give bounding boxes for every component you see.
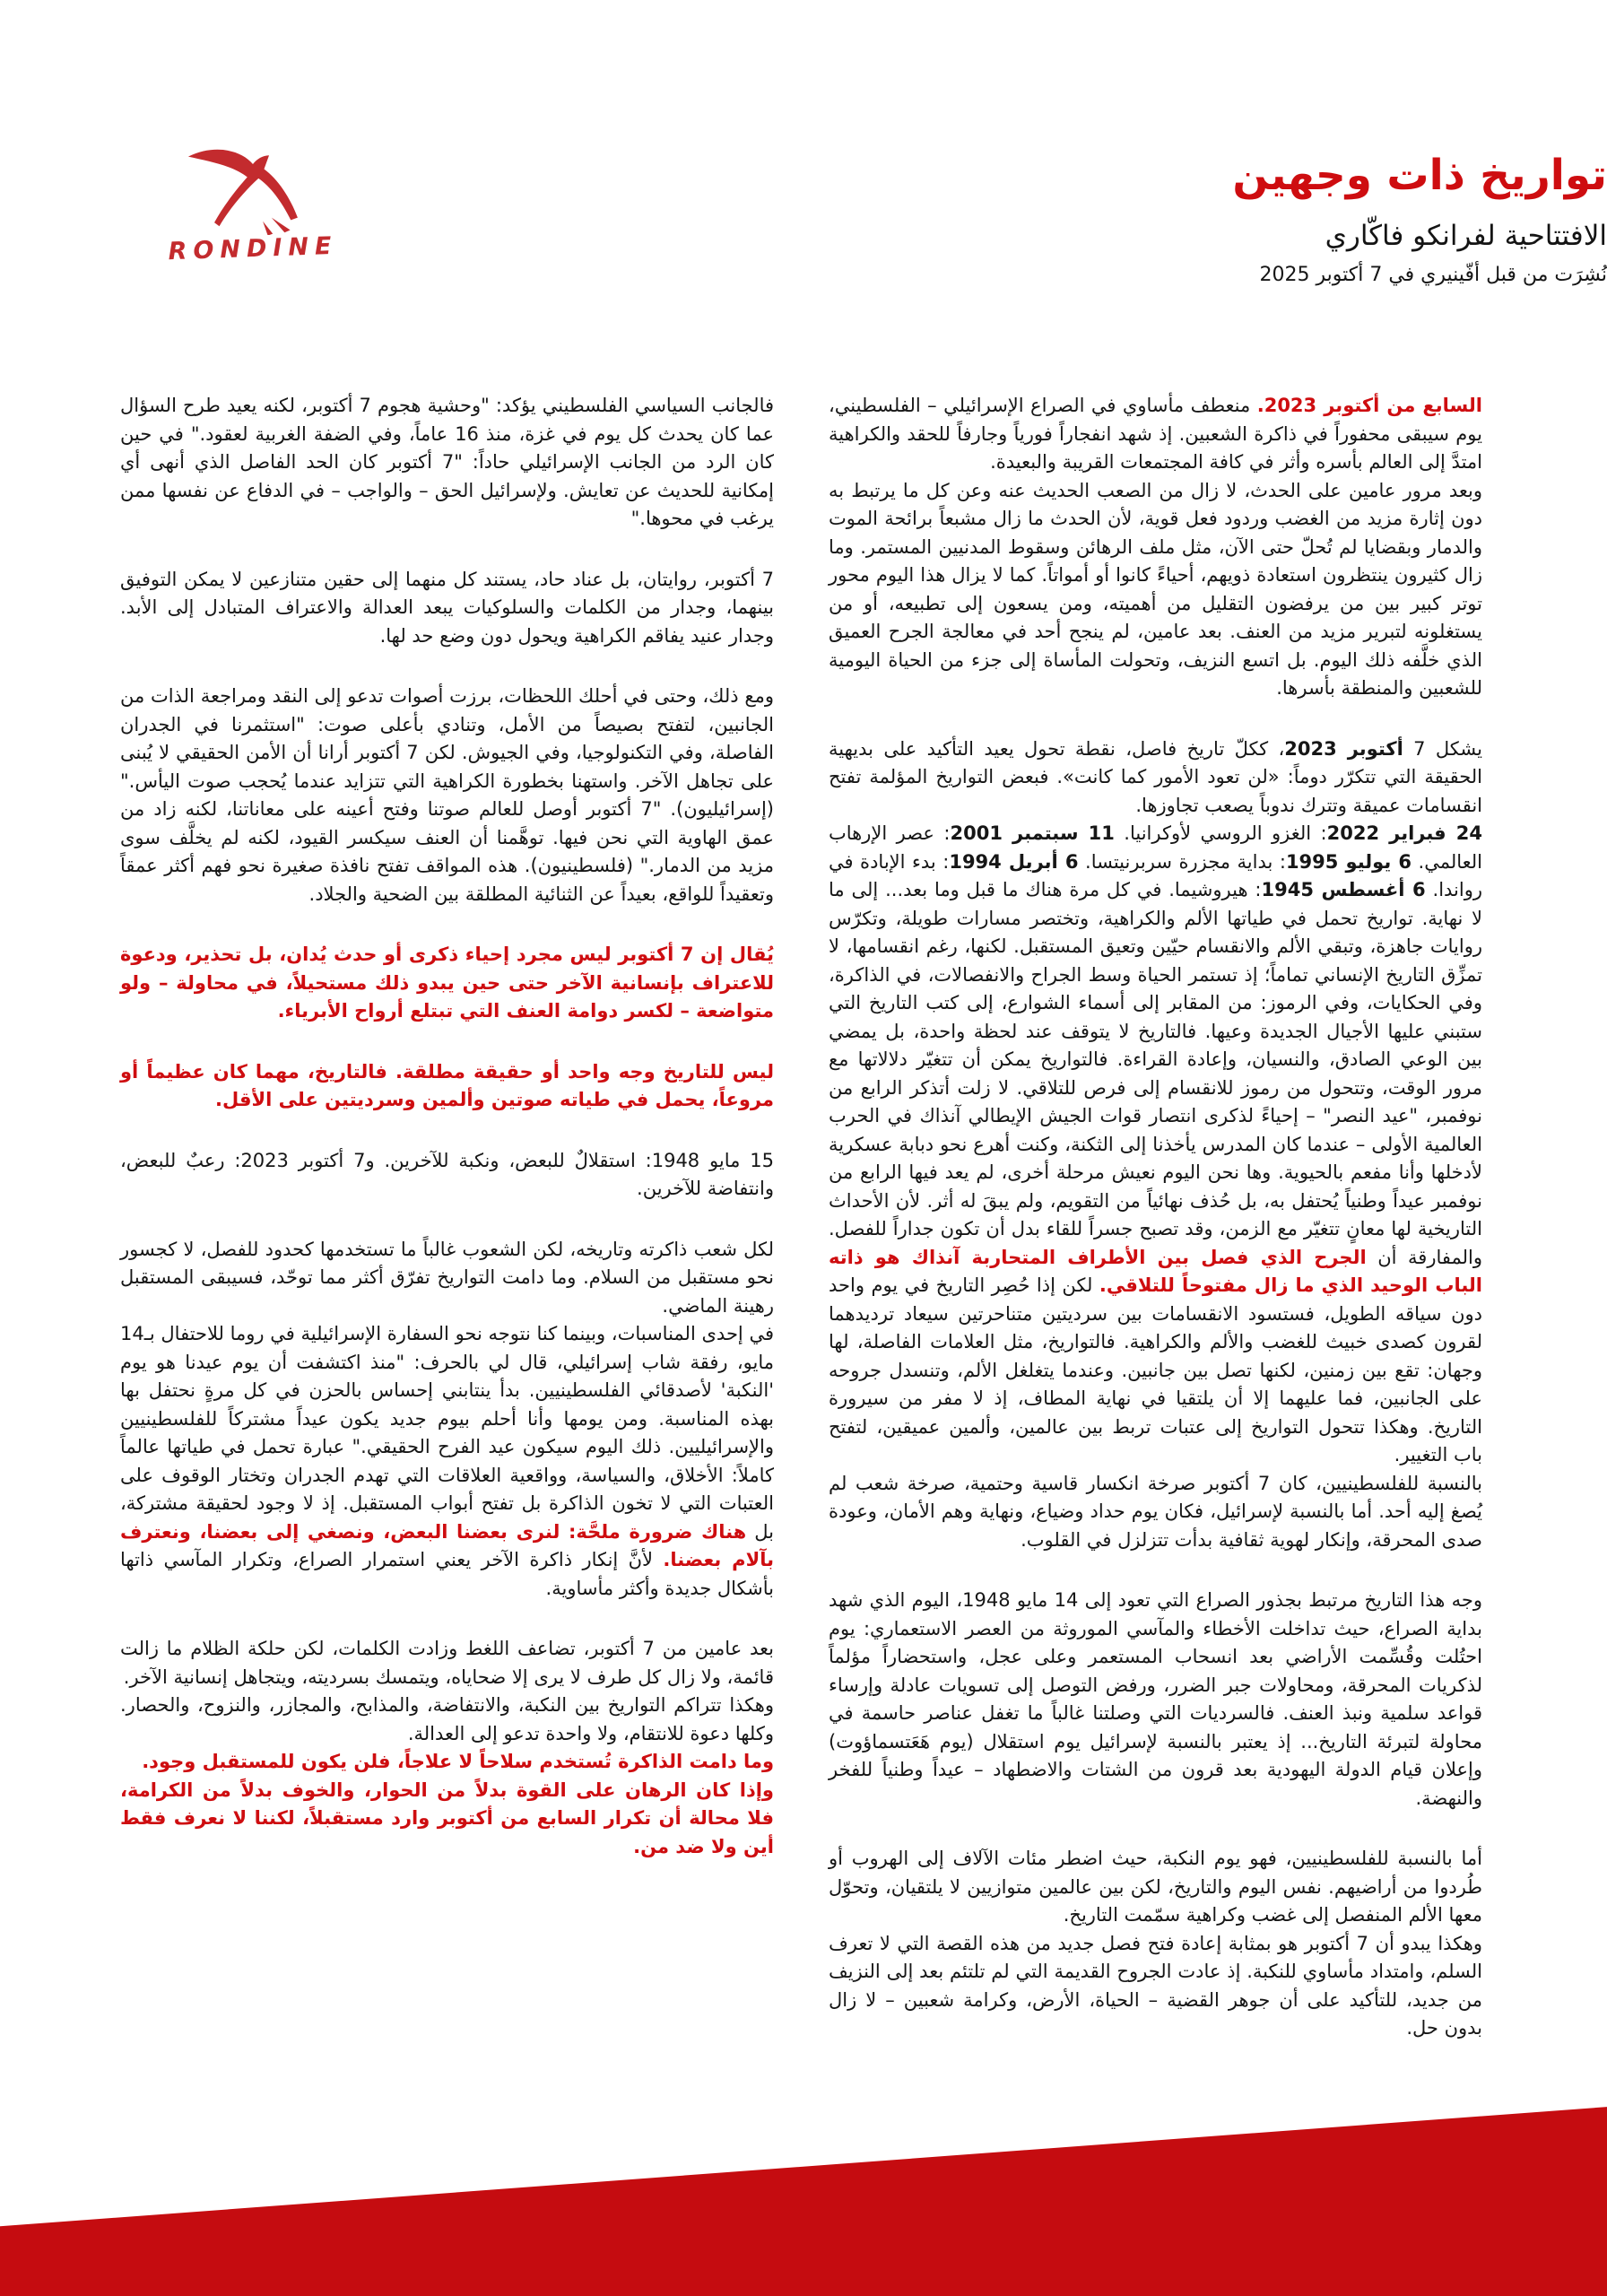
article-column-secondary	[120, 392, 774, 1861]
article-paragraph	[120, 1058, 774, 1115]
article-paragraph	[829, 1470, 1482, 1555]
text-run: ومع ذلك، وحتى في أحلك اللحظات، برزت أصوات تدعو إلى النقد ومراجعة الذات من الجانبين، لتفتح بصيصاً من الأمل، وتنادي بأعلى صوت: "استثمرنا في الجدران الفاصلة، وفي التكنولوجيا، وفي الجيوش. لكن 7 أكتوبر أرانا أن الأمن الحقيقي لا يُبنى على تجاهل الآخر. واستهنا بخطورة الكراهية التي تتزايد عندما يُحجب صوت اليأس." (إسرائيليون). "7 أكتوبر أوصل للعالم صوتنا وفتح أعينه على معاناتنا، لكنه زاد من عمق الهاوية التي نحن فيها. توهَّمنا أن العنف سيكسر القيود، لكنه لم يخلَّف سوى مزيد من الدمار." (فلسطينيون). هذه المواقف تفتح نافذة صغيرة نحو فهم أكثر عمقاً وتعقيداً للواقع، بعيداً عن الثنائية المطلقة بين الضحية والجلاد.	[120, 685, 774, 905]
article-paragraph	[829, 392, 1482, 477]
text-run: وهكذا تتراكم التواريخ بين النكبة، والانتفاضة، والمذابح، والمجازر، والنزوح، والحصار. وكلها دعوة للانتقام، ولا واحدة تدعو إلى العدالة.	[120, 1694, 774, 1744]
text-run: 15 مايو 1948: استقلالٌ للبعض، ونكبة للآخرين. و7 أكتوبر 2023: رعبٌ للبعض، وانتفاضة للآخرين.	[120, 1149, 774, 1199]
footer-band	[0, 2097, 1607, 2296]
text-run: : الغزو الروسي لأوكرانيا.	[1114, 822, 1327, 844]
text-run: يشكل 7	[1403, 737, 1482, 760]
article-paragraph	[120, 1320, 774, 1603]
article-paragraph	[120, 1692, 774, 1748]
rondine-logo	[154, 142, 352, 266]
text-run: : هيروشيما. في كل مرة هناك ما قبل وما بعد... إلى ما لا نهاية. تواريخ تحمل في طياتها الألم والكراهية، وتختصر مسارات طويلة، وتكرّس روايات جاهزة، وتبقي الألم والانقسام حيّين وتعيق المستقبل. لكنها، رغم انقسامها، لا تمزِّق التاريخ الإنساني تماماً؛ إذ تستمر الحياة وسط الجراح والانفصالات، في الذاكرة، وفي الحكايات، وفي الرموز: من المقابر إلى أسماء الشوارع، إلى كتب التاريخ التي ستبني عليها الأجيال الجديدة وعيها. فالتاريخ لا يتوقف عند لحظة واحدة، بل يمضي بين الوعي الصادق، والنسيان، وإعادة القراءة. فالتواريخ يمكن أن تتغيّر دلالاتها مع مرور الوقت، وتتحول من رموز للانقسام إلى فرص للتلاقي. لا زلت أتذكر الرابع من نوفمبر، "عيد النصر" – إحياءً لذكرى انتصار قوات الجيش الإيطالي آنذاك في الحرب العالمية الأولى – عندما كان المدرس يأخذنا إلى الثكنة، وكنت أهرع نحو دبابة عسكرية لأدخلها وأنا مفعم بالحيوية. وها نحن اليوم نعيش مرحلة أخرى، لم يعد فيها الرابع من نوفمبر عيداً وطنياً يُحتفل به، بل حُذف نهائياً من التقويم، ولم يبقَ له أثر. لأن الأحداث التاريخية لها معانٍ تتغيّر مع الزمن، وقد تصبح جسراً للقاء بدل أن تكون جداراً للفصل. والمفارقة أن	[829, 879, 1482, 1268]
text-run: 7 أكتوبر، روايتان، بل عناد حاد، يستند كل منهما إلى حقين متنازعين لا يمكن التوفيق بينهما، وجدار من الكلمات والسلوكيات يبعد العدالة والاعتراف المتبادل إلى الأبد. وجدار عنيد يفاقم الكراهية ويحول دون وضع حد لها.	[120, 568, 774, 647]
article-paragraph	[829, 820, 1482, 1470]
text-run: أما بالنسبة للفلسطينيين، فهو يوم النكبة، حيث اضطر مئات الآلاف إلى الهروب أو طُردوا من أراضيهم. نفس اليوم والتاريخ، لكن بين عالمين متوازيين لا يلتقيان، وتحوّل معها الألم المنفصل إلى غضب وكراهية سمّمت التاريخ.	[829, 1848, 1482, 1926]
article-paragraph	[829, 735, 1482, 821]
page-title: تواريخ ذات وجهين	[1232, 151, 1607, 200]
text-run: : بدء الإبادة في رواندا.	[829, 850, 1483, 900]
article-paragraph	[829, 477, 1482, 703]
article-paragraph	[120, 683, 774, 909]
text-run: 6 أغسطس 1945	[1261, 879, 1426, 900]
text-run: 24 فبراير 2022	[1326, 822, 1482, 844]
article-paragraph	[120, 941, 774, 1026]
text-run: 11 سبتمبر 2001	[950, 822, 1115, 844]
text-run: لكن إذا حُصِر التاريخ في يوم واحد دون سياقه الطويل، فستسود الانقسامات بين سرديتين متناحرتين سيعاد ترديدهما لقرون كصدى خبيث للغضب والألم والكراهية. فالتواريخ، مثل العلامات الفاصلة، لها وجهان: تقع بين زمنين، لكنها تصل بين جانبين. وعندما يتغلغل الألم، وتنسدل جروحه على الجانبين، فما عليهما إلا أن يلتقيا في نهاية المطاف، إذ لا مفر من سيرورة التاريخ. وهكذا تتحول التواريخ إلى عتبات تربط بين عالمين، وألمين عميقين، لتفتح باب التغيير.	[829, 1274, 1482, 1465]
text-run: وهكذا يبدو أن 7 أكتوبر هو بمثابة إعادة فتح فصل جديد من هذه القصة التي لا تعرف السلم، وامتداد مأساوي للنكبة. إذ عادت الجروح القديمة التي لم تلتئم بعد إلى النزيف من جديد، للتأكيد على أن جوهر القضية – الحياة، الأرض، وكرامة شعبين – لا زال بدون حل.	[829, 1932, 1482, 2039]
logo-wordmark: RONDINE	[168, 231, 338, 266]
text-run: في إحدى المناسبات، وبينما كنا نتوجه نحو السفارة الإسرائيلية في روما للاحتفال بـ14 مايو، رفقة شاب إسرائيلي، قال لي بالحرف: "منذ اكتشفت أن يوم عيدنا هو يوم 'النكبة' لأصدقائي الفلسطينيين. بدأ ينتابني إحساس بالحزن في كل مرةٍ نحتفل بها بهذه المناسبة. ومن يومها وأنا أحلم بيوم جديد يكون عيداً مشتركاً للفلسطينيين والإسرائيليين. ذلك اليوم سيكون عيد الفرح الحقيقي." عبارة تحمل في طياتها عالماً كاملاً: الأخلاق، والسياسة، وواقعية العلاقات التي تهدم الجدران وتختار الوقوف على العتبات التي لا تخون الذاكرة بل تفتح أبواب المستقبل. إذ لا وجود لحقيقة مشتركة، بل	[120, 1323, 774, 1543]
article-paragraph	[120, 1635, 774, 1692]
text-run: منعطف مأساوي في الصراع الإسرائيلي – الفلسطيني، يوم سيبقى محفوراً في ذاكرة الشعبين. إذ شهد انفجاراً فورياً وجارفاً للحقد والكراهية امتدَّ إلى العالم بأسره وأثر في كافة المجتمعات القريبة والبعيدة.	[829, 395, 1482, 473]
text-run: بالنسبة للفلسطينيين، كان 7 أكتوبر صرخة انكسار قاسية وحتمية، صرخة شعب لم يُصغ إليه أحد. أما بالنسبة لإسرائيل، فكان يوم حداد وضياع، ونهاية وهم الأمان، وعودة صدى المحرقة، وإنكار لهوية ثقافية بدأت تتزلزل في القلوب.	[829, 1472, 1483, 1551]
article-paragraph	[829, 1930, 1482, 2043]
article-paragraph	[829, 1845, 1482, 1930]
text-run: بعد عامين من 7 أكتوبر، تضاعف اللغط وزادت الكلمات، لكن حلكة الظلام ما زالت قائمة، ولا زال كل طرف لا يرى إلا ضحاياه، ويتمسك بسرديته، ويتجاهل إنسانية الآخر.	[120, 1638, 775, 1688]
article-paragraph	[120, 1748, 774, 1777]
highlighted-text-run: السابع من أكتوبر 2023.	[1256, 395, 1482, 416]
highlighted-text-run: هناك ضرورة ملحَّة: لنرى بعضنا البعض، ونصغي إلى بعضنا، ونعترف بآلام بعضنا.	[120, 1520, 774, 1570]
page-dateline: نُشِرَت من قبل أفّينيري في 7 أكتوبر 2025	[1259, 264, 1607, 286]
article-paragraph	[120, 1147, 774, 1204]
article-paragraph	[120, 392, 774, 534]
article-paragraph	[829, 1587, 1482, 1813]
highlighted-text-run: يُقال إن 7 أكتوبر ليس مجرد إحياء ذكرى أو حدث يُدان، بل تحذير، ودعوة للاعتراف بإنسانية الآخر حتى حين يبدو ذلك مستحيلاً، في محاولة – ولو متواضعة – لكسر دوامة العنف التي تبتلع أرواح الأبرياء.	[120, 944, 774, 1022]
text-run: ، ككلّ تاريخ فاصل، نقطة تحول يعيد التأكيد على بديهية الحقيقة التي تتكرّر دوماً: «لن تعود الأمور كما كانت». فبعض التواريخ المؤلمة تفتح انقسامات عميقة وتترك ندوباً يصعب تجاوزها.	[829, 737, 1482, 816]
highlighted-text-run: وما دامت الذاكرة تُستخدم سلاحاً لا علاجاً، فلن يكون للمستقبل وجود.	[142, 1751, 774, 1772]
highlighted-text-run: وإذا كان الرهان على القوة بدلاً من الحوار، والخوف بدلاً من الكرامة، فلا محالة أن تكرار السابع من أكتوبر وارد مستقبلاً، لكننا لا نعرف فقط أين ولا ضد من.	[120, 1779, 774, 1857]
highlighted-text-run: ليس للتاريخ وجه واحد أو حقيقة مطلقة. فالتاريخ، مهما كان عظيماً أو مروعاً، يحمل في طياته صوتين وألمين وسرديتين على الأقل.	[120, 1060, 774, 1110]
text-run: لكل شعب ذاكرته وتاريخه، لكن الشعوب غالباً ما تستخدمها كحدود للفصل، لا كجسور نحو مستقبل من السلام. وما دامت التواريخ تفرّق أكثر مما توحّد، فسيبقى المستقبل رهينة الماضي.	[120, 1238, 774, 1317]
page-subtitle: الافتتاحية لفرانكو فاكّاري	[1325, 220, 1607, 252]
text-run: 6 يوليو 1995	[1285, 850, 1412, 873]
text-run: وجه هذا التاريخ مرتبط بجذور الصراع التي تعود إلى 14 مايو 1948، اليوم الذي شهد بداية الصراع، حيث تداخلت الأخطاء والمآسي الموروثة من العصر الاستعماري: يوم احتُلت وقُسِّمت الأراضي بعد انسحاب المستعمر وعلى عجل، واستحضاراً مؤلماً لذكريات المحرقة، ومحاولات جبر الضرر، ورفض التوصل إلى تسويات عادلة وإرساء قواعد سلمية ونبذ العنف. فالسرديات التي وصلتنا غالباً ما تغفل عناصر حاسمة في محاولة لتبرئة التاريخ... إذ يعتبر بالنسبة لإسرائيل يوم استقلال (يوم هَعَتسماؤوت) وإعلان قيام الدولة اليهودية بعد قرون من الشتات والاضطهاد – عيداً وطنياً للفخر والنهضة.	[829, 1589, 1483, 1809]
swallow-icon	[178, 142, 328, 235]
article-paragraph	[120, 566, 774, 651]
text-run: : بداية مجزرة سربرنيتسا.	[1078, 850, 1286, 873]
text-run: 6 أبريل 1994	[949, 850, 1079, 873]
highlighted-text-run: الجرح الذي فصل بين الأطراف المتحاربة آنذاك هو ذاته الباب الوحيد الذي ما زال مفتوحاً للتلاقي.	[829, 1246, 1482, 1296]
article-paragraph	[120, 1236, 774, 1321]
article-paragraph	[120, 1777, 774, 1862]
text-run: أكتوبر 2023	[1284, 737, 1403, 760]
article-column-primary	[829, 392, 1482, 2043]
text-run: وبعد مرور عامين على الحدث، لا زال من الصعب الحديث عنه وعن كل ما يرتبط به دون إثارة مزيد من الغضب وردود فعل قوية، لأن الحدث ما زال مشبعاً برائحة الموت والدمار وبقضايا لم تُحلّ حتى الآن، مثل ملف الرهائن وسقوط المدنيين المستمر. وما زال كثيرون ينتظرون استعادة ذويهم، أحياءً كانوا أو أمواتاً. كما لا يزال هذا اليوم محور توتر كبير بين من يرفضون التقليل من أهميته، ومن يسعون إلى تطبيعه، أو من يستغلونه لتبرير مزيد من العنف. بعد عامين، لم ينجح أحد في معالجة الجرح العميق الذي خلَّفه ذلك اليوم. بل اتسع النزيف، وتحولت المأساة إلى جزء من الحياة اليومية للشعبين والمنطقة بأسرها.	[829, 479, 1482, 699]
text-run: لأنَّ إنكار ذاكرة الآخر يعني استمرار الصراع، وتكرار المآسي ذاتها بأشكال جديدة وأكثر مأساوية.	[120, 1549, 774, 1599]
text-run: فالجانب السياسي الفلسطيني يؤكد: "وحشية هجوم 7 أكتوبر، لكنه يعيد طرح السؤال عما كان يحدث كل يوم في غزة، منذ 16 عاماً، وفي الضفة الغربية لعقود." في حين كان الرد من الجانب الإسرائيلي حاداً: "7 أكتوبر كان الحد الفاصل الذي أنهى أي إمكانية للحديث عن تعايش. ولإسرائيل الحق – والواجب – في الدفاع عن نفسها ممن يرغب في محوها."	[120, 395, 775, 529]
text-run: : عصر الإرهاب العالمي.	[829, 822, 1482, 873]
